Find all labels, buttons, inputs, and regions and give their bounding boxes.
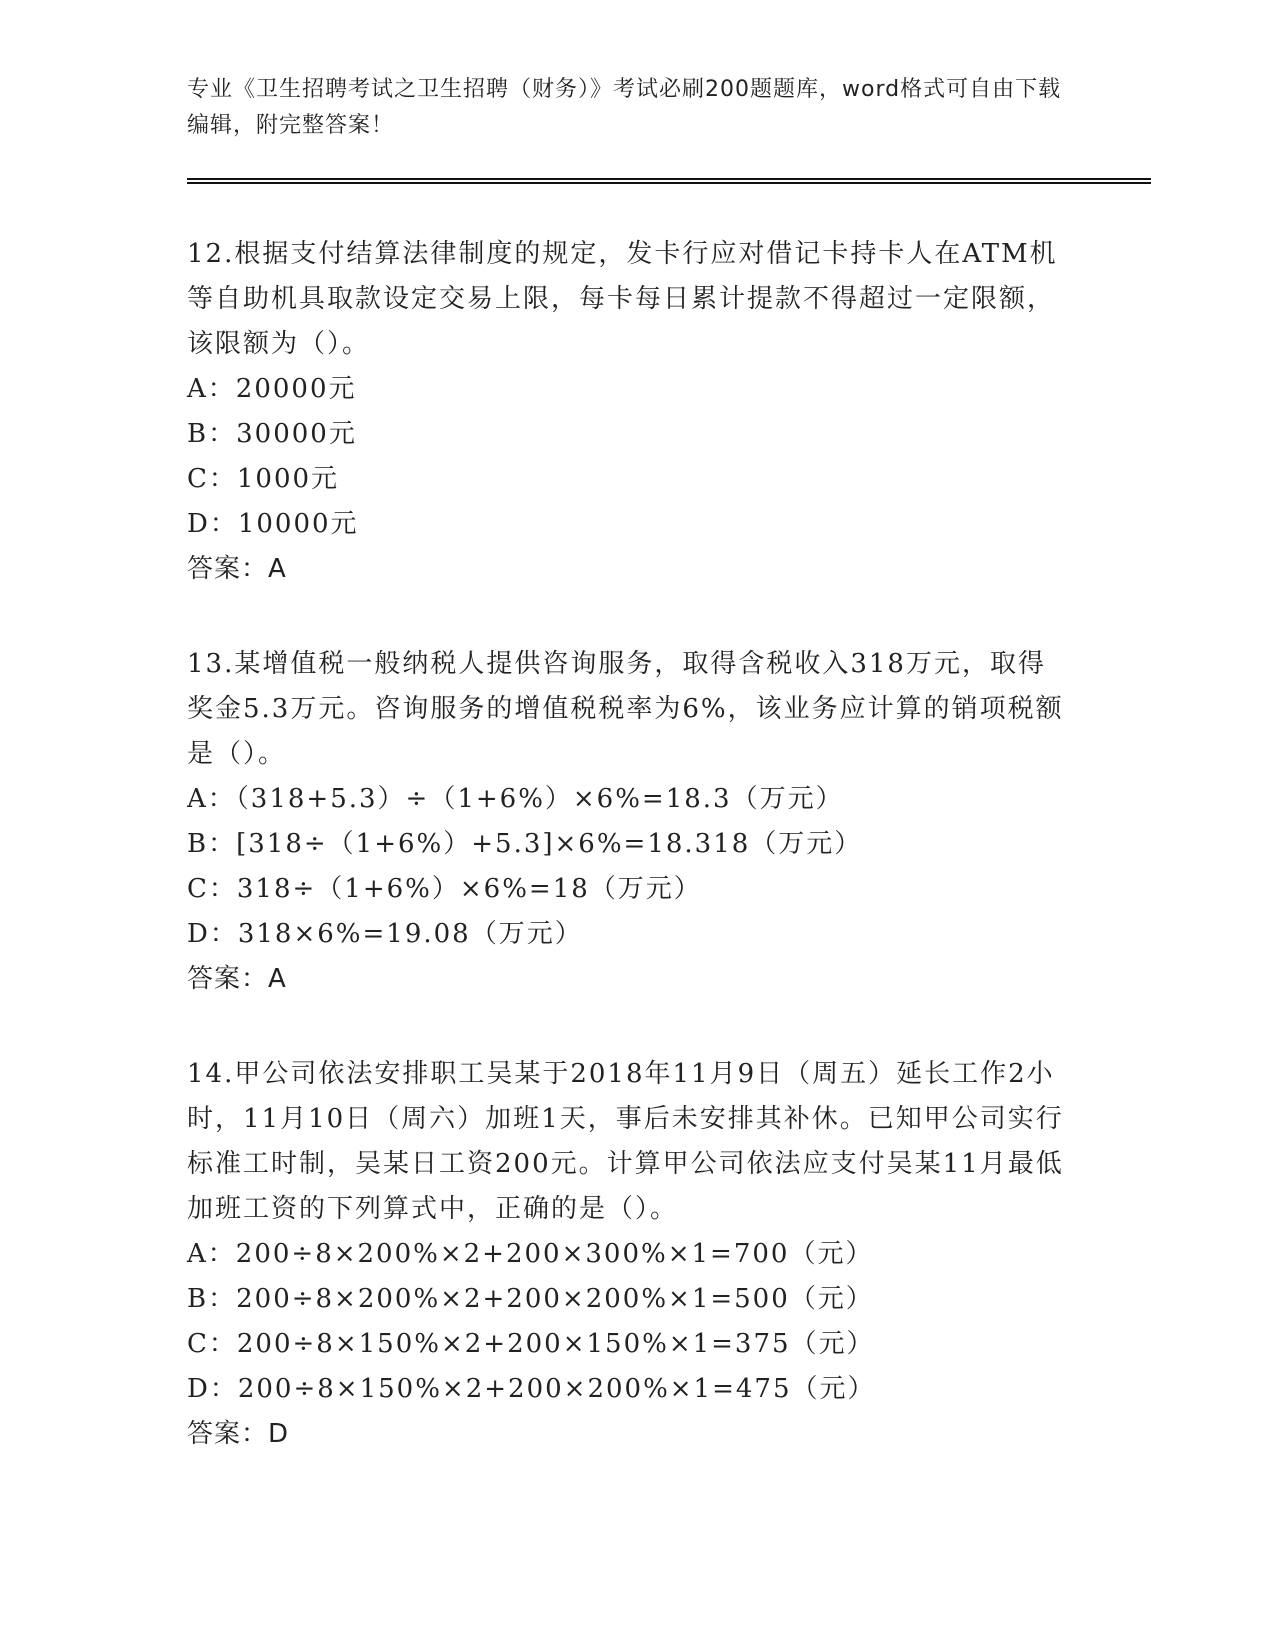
option-d: D：200÷8×150%×2+200×200%×1=475（元）: [187, 1374, 876, 1404]
option-b: B：30000元: [187, 419, 357, 449]
option-d: D：318×6%=19.08（万元）: [187, 919, 583, 949]
option-a: A：（318+5.3）÷（1+6%）×6%=18.3（万元）: [187, 784, 844, 814]
option-c: C：318÷（1+6%）×6%=18（万元）: [187, 874, 702, 904]
option-b: B：200÷8×200%×2+200×200%×1=500（元）: [187, 1284, 874, 1314]
question-12: [187, 232, 1067, 592]
option-a: A：20000元: [187, 374, 357, 404]
option-a: A：200÷8×200%×2+200×300%×1=700（元）: [187, 1239, 874, 1269]
answer-label: 答案：A: [187, 554, 287, 584]
question-text: 13.某增值税一般纳税人提供咨询服务，取得含税收入318万元，取得奖金5.3万元。咨询服务的增值税税率为6%，该业务应计算的销项税额是（）。: [187, 649, 1064, 769]
answer-label: 答案：A: [187, 964, 287, 994]
option-d: D：10000元: [187, 509, 359, 539]
option-c: C：1000元: [187, 464, 340, 494]
question-14: [187, 1052, 1067, 1457]
question-13: [187, 642, 1067, 1002]
option-c: C：200÷8×150%×2+200×150%×1=375（元）: [187, 1329, 875, 1359]
header-divider: [187, 178, 1151, 184]
document-header: 专业《卫生招聘考试之卫生招聘（财务）》考试必刷200题题库，word格式可自由下载编辑，附完整答案！: [187, 77, 1062, 138]
answer-label: 答案：D: [187, 1419, 290, 1449]
question-text: 14.甲公司依法安排职工吴某于2018年11月9日（周五）延长工作2小时，11月10日（周六）加班1天，事后未安排其补休。已知甲公司实行标准工时制，吴某日工资200元。计算甲公司依法应支付吴某11月最低加班工资的下列算式中，正确的是（）。: [187, 1059, 1064, 1224]
option-b: B：[318÷（1+6%）+5.3]×6%=18.318（万元）: [187, 829, 863, 859]
question-text: 12.根据支付结算法律制度的规定，发卡行应对借记卡持卡人在ATM机等自助机具取款设定交易上限，每卡每日累计提款不得超过一定限额，该限额为（）。: [187, 239, 1058, 359]
